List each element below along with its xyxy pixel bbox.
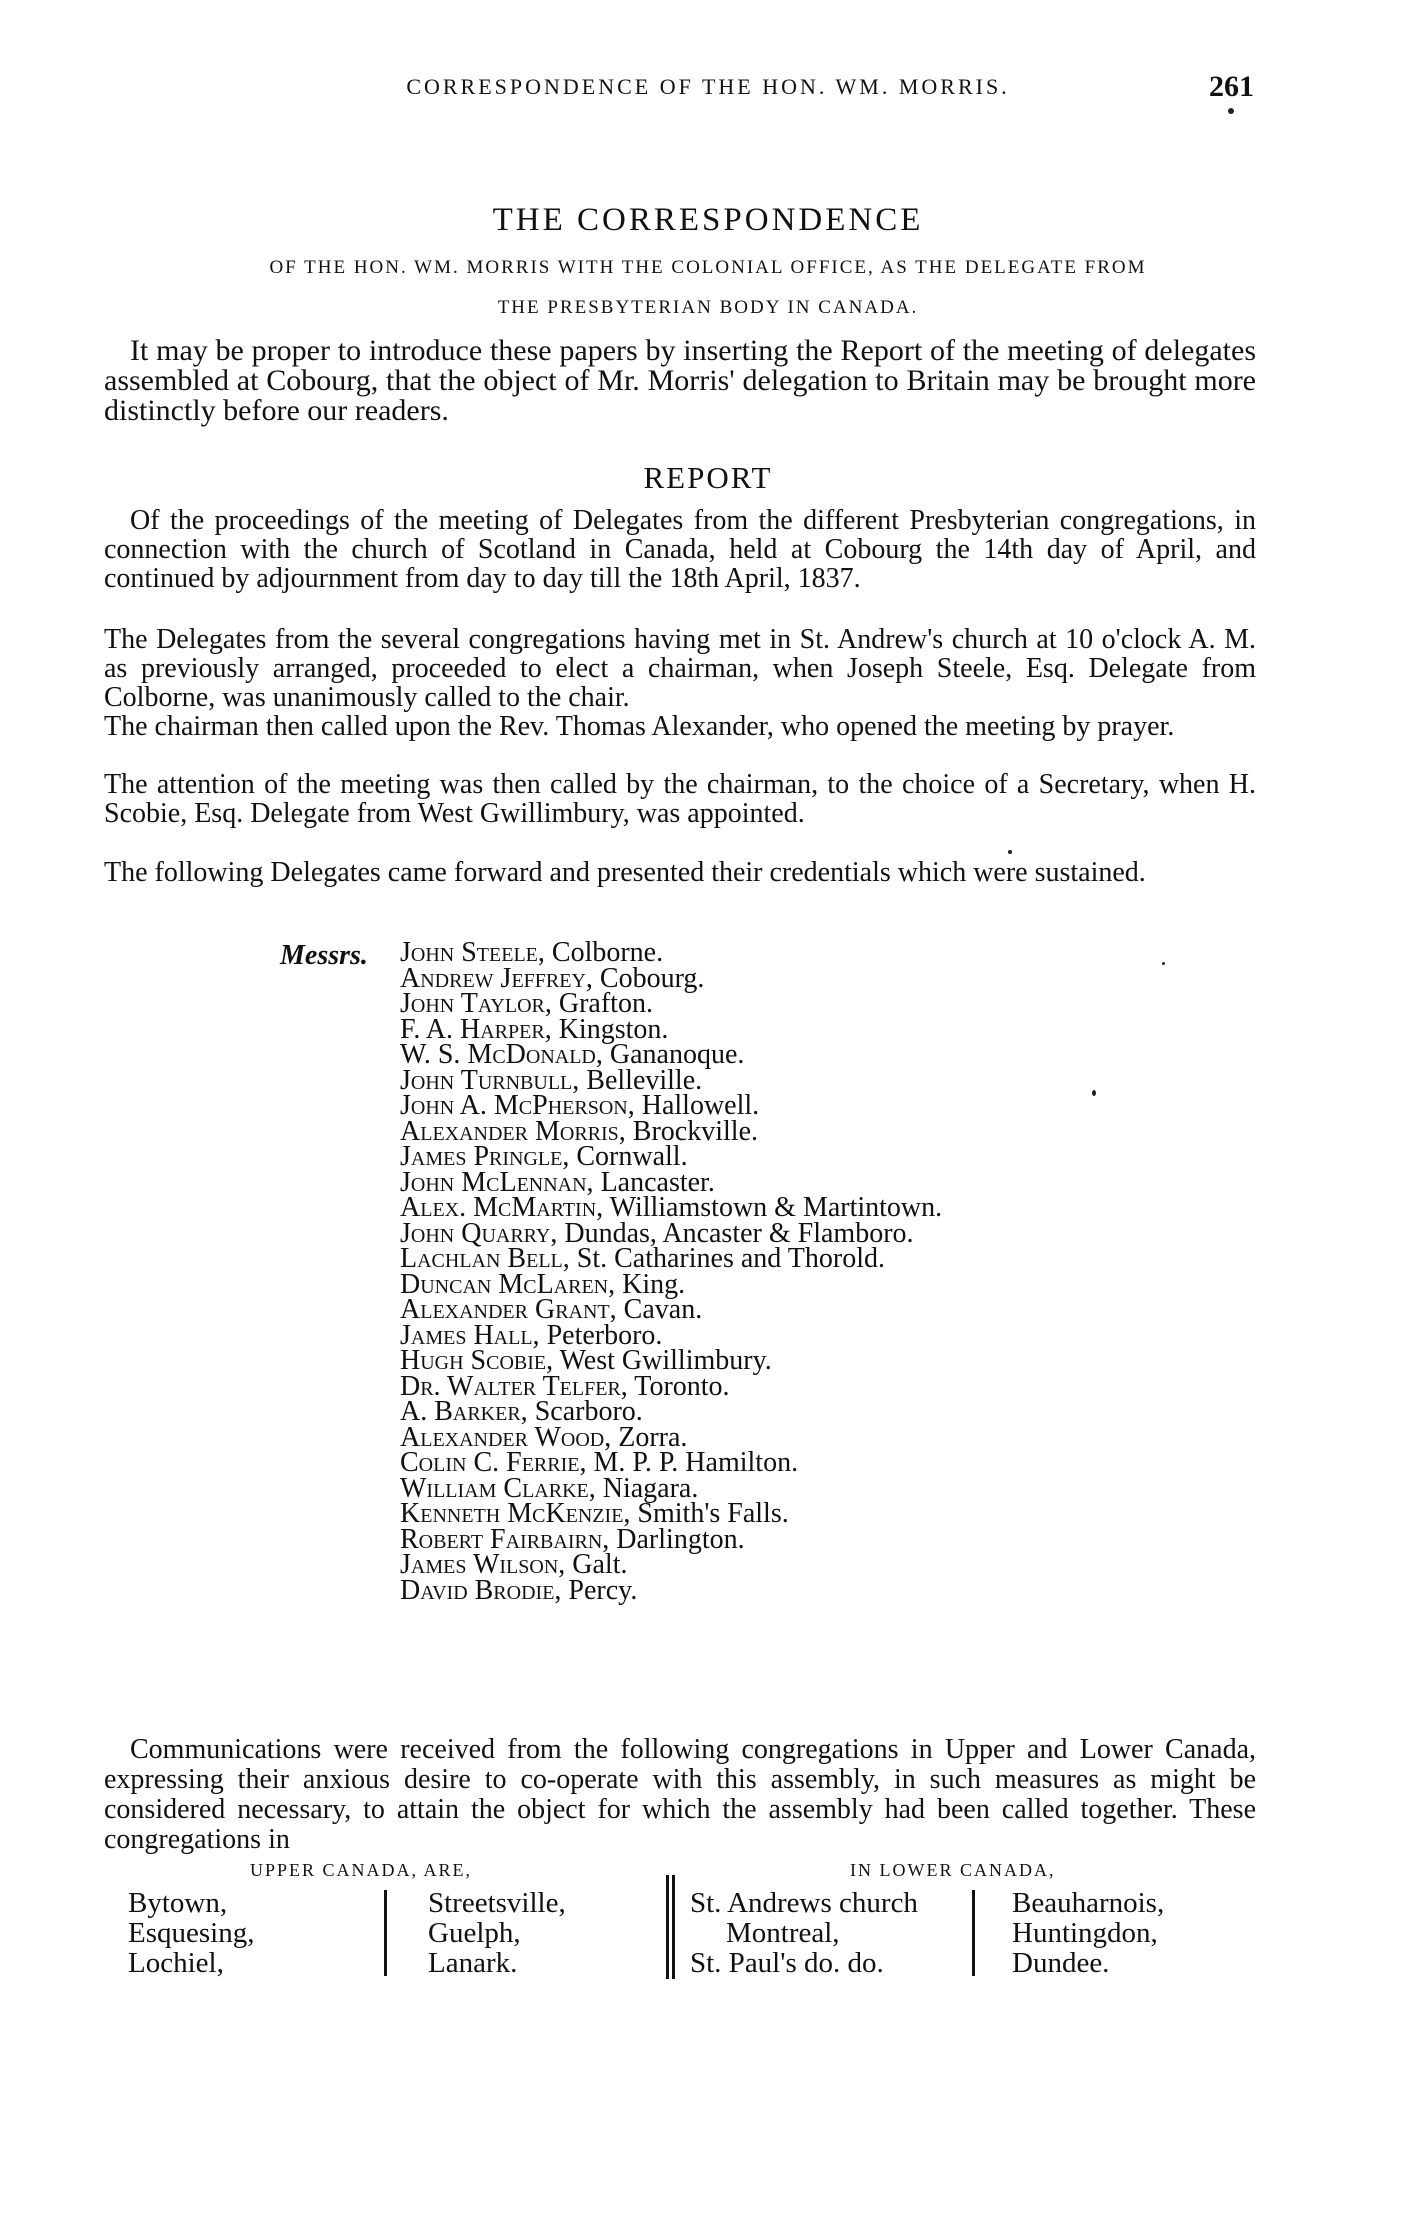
communications-paragraph: Communications were received from the following congregations in Upper and Lower Canada, expressing their anxious desire to co-operate with this assembly, in such measures as might be considered necessary, to attain the object for which the assembly had been called together. These congregations in bbox=[104, 1734, 1256, 1855]
congregation-name: Bytown, bbox=[128, 1887, 228, 1919]
congregation-name: Streetsville, bbox=[428, 1887, 566, 1919]
messrs-label: Messrs. bbox=[280, 940, 368, 971]
delegate-place: St. Catharines and Thorold. bbox=[569, 1243, 885, 1274]
lower-canada-label: IN LOWER CANADA, bbox=[850, 1860, 1056, 1880]
delegate-place: West Gwillimbury. bbox=[553, 1345, 772, 1376]
delegate-name: John Steele, bbox=[400, 937, 545, 968]
delegate-name: A. Barker, bbox=[400, 1396, 528, 1427]
congregation-name: Lanark. bbox=[428, 1947, 518, 1979]
congregation-name: Guelph, bbox=[428, 1917, 521, 1949]
print-speck bbox=[1092, 1090, 1096, 1096]
delegate-name: Robert Fairbairn, bbox=[400, 1523, 610, 1555]
delegate-list bbox=[400, 937, 943, 1606]
congregation-name: Dundee. bbox=[1012, 1947, 1110, 1979]
delegate-place: Williamstown & Martintown. bbox=[603, 1192, 943, 1223]
lower-canada-column-2 bbox=[1012, 1888, 1164, 1978]
delegate-name: James Pringle, bbox=[400, 1141, 570, 1172]
print-speck bbox=[1162, 962, 1165, 965]
delegate-entry bbox=[400, 1574, 942, 1606]
report-secretary-paragraph: The attention of the meeting was then called by the chairman, to the choice of a Secretary, when H. Scobie, Esq. Delegate from West Gwillimbury, was appointed. bbox=[104, 769, 1256, 829]
article-title: THE CORRESPONDENCE bbox=[492, 202, 924, 238]
running-head-title: CORRESPONDENCE OF THE HON. WM. MORRIS. bbox=[406, 74, 1010, 99]
upper-canada-label: UPPER CANADA, ARE, bbox=[250, 1860, 473, 1880]
delegate-name: Andrew Jeffrey, bbox=[400, 962, 593, 994]
congregation-name: Beauharnois, bbox=[1012, 1887, 1165, 1919]
delegate-name: Colin C. Ferrie, bbox=[400, 1447, 587, 1478]
delegate-name: Duncan McLaren, bbox=[400, 1268, 616, 1300]
delegate-name: W. S. McDonald, bbox=[400, 1039, 603, 1070]
delegate-name: Alexander Morris, bbox=[400, 1115, 626, 1147]
delegate-place: Niagara. bbox=[595, 1472, 699, 1504]
delegate-place: Cornwall. bbox=[569, 1141, 688, 1172]
delegate-name: Alex. McMartin, bbox=[400, 1192, 604, 1223]
column-divider bbox=[972, 1890, 975, 1976]
congregation-name: Huntingdon, bbox=[1012, 1917, 1158, 1949]
congregation-name: Lochiel, bbox=[128, 1947, 224, 1979]
delegate-name: Hugh Scobie, bbox=[400, 1345, 554, 1376]
delegate-place: Zorra. bbox=[611, 1421, 688, 1453]
delegate-name: Lachlan Bell, bbox=[400, 1243, 570, 1274]
delegate-place: Peterboro. bbox=[539, 1319, 663, 1351]
report-chairman-paragraph: The chairman then called upon the Rev. Thomas Alexander, who opened the meeting by prayer. bbox=[104, 711, 1175, 742]
delegate-place: Colborne. bbox=[544, 937, 664, 968]
delegate-place: Percy. bbox=[561, 1574, 638, 1606]
congregation-name: Montreal, bbox=[726, 1917, 840, 1949]
delegate-place: King. bbox=[615, 1268, 686, 1300]
delegate-place: Lancaster. bbox=[593, 1166, 715, 1198]
delegate-name: William Clarke, bbox=[400, 1472, 596, 1504]
delegate-name: Alexander Wood, bbox=[400, 1421, 612, 1453]
congregation-name: St. Andrews church bbox=[690, 1887, 918, 1919]
delegate-name: John Taylor, bbox=[400, 988, 552, 1019]
article-subtitle-line-2: THE PRESBYTERIAN BODY IN CANADA. bbox=[497, 297, 919, 318]
delegate-name: John McLennan, bbox=[400, 1166, 594, 1198]
report-following-paragraph: The following Delegates came forward and presented their credentials which were sustained. bbox=[104, 857, 1146, 888]
delegate-name: Dr. Walter Telfer, bbox=[400, 1370, 628, 1402]
print-speck bbox=[1008, 850, 1012, 854]
delegate-place: Smith's Falls. bbox=[630, 1498, 789, 1529]
upper-canada-column-1 bbox=[128, 1888, 254, 1978]
upper-canada-column-2 bbox=[428, 1888, 566, 1978]
print-speck bbox=[1228, 108, 1234, 114]
delegate-name: John Turnbull, bbox=[400, 1064, 580, 1096]
delegate-place: Grafton. bbox=[551, 988, 653, 1019]
intro-paragraph: It may be proper to introduce these papers by inserting the Report of the meeting of delegates assembled at Cobourg, that the object of Mr. Morris' delegation to Britain may be brought more distinctly before our readers. bbox=[104, 334, 1256, 427]
delegate-place: Darlington. bbox=[609, 1523, 745, 1555]
lower-canada-column-1 bbox=[690, 1888, 918, 1978]
article-subtitle-line-1: OF THE HON. WM. MORRIS WITH THE COLONIAL OFFICE, AS THE DELEGATE FROM bbox=[269, 257, 1147, 278]
report-delegates-met-paragraph: The Delegates from the several congregations having met in St. Andrew's church at 10 o'clock A. M. as previously arranged, proceeded to elect a chairman, when Joseph Steele, Esq. Delegate from Colborne, was unanimously called to the chair. bbox=[104, 624, 1256, 713]
delegate-place: M. P. P. Hamilton. bbox=[586, 1447, 799, 1478]
delegate-place: Gananoque. bbox=[602, 1039, 745, 1070]
delegate-place: Kingston. bbox=[551, 1013, 669, 1045]
delegate-name: David Brodie, bbox=[400, 1574, 562, 1606]
delegate-place: Scarboro. bbox=[527, 1396, 643, 1427]
column-divider bbox=[666, 1875, 669, 1979]
delegate-name: James Wilson, bbox=[400, 1549, 566, 1580]
report-heading: REPORT bbox=[643, 460, 773, 495]
column-divider bbox=[672, 1875, 675, 1979]
delegate-place: Hallowell. bbox=[634, 1090, 760, 1121]
delegate-name: Alexander Grant, bbox=[400, 1294, 617, 1325]
delegate-place: Galt. bbox=[565, 1549, 628, 1580]
page-number: 261 bbox=[1209, 70, 1254, 103]
report-proceedings-paragraph: Of the proceedings of the meeting of Delegates from the different Presbyterian congregations, in connection with the church of Scotland in Canada, held at Cobourg the 14th day of April, and continued by adjournment from day to day till the 18th April, 1837. bbox=[104, 505, 1256, 594]
congregation-name: Esquesing, bbox=[128, 1917, 255, 1949]
congregation-name: St. Paul's do. do. bbox=[690, 1947, 884, 1979]
delegate-name: James Hall, bbox=[400, 1319, 540, 1351]
delegate-name: John Quarry, bbox=[400, 1217, 558, 1249]
delegate-place: Toronto. bbox=[627, 1370, 730, 1402]
delegate-name: F. A. Harper, bbox=[400, 1013, 552, 1045]
column-divider bbox=[384, 1890, 387, 1976]
delegate-place: Cobourg. bbox=[592, 962, 705, 994]
delegate-name: Kenneth McKenzie, bbox=[400, 1498, 631, 1529]
delegate-place: Brockville. bbox=[625, 1115, 758, 1147]
delegate-name: John A. McPherson, bbox=[400, 1090, 635, 1121]
delegate-place: Dundas, Ancaster & Flamboro. bbox=[557, 1217, 914, 1249]
running-head bbox=[0, 70, 1416, 110]
delegate-place: Cavan. bbox=[616, 1294, 703, 1325]
delegate-place: Belleville. bbox=[579, 1064, 703, 1096]
